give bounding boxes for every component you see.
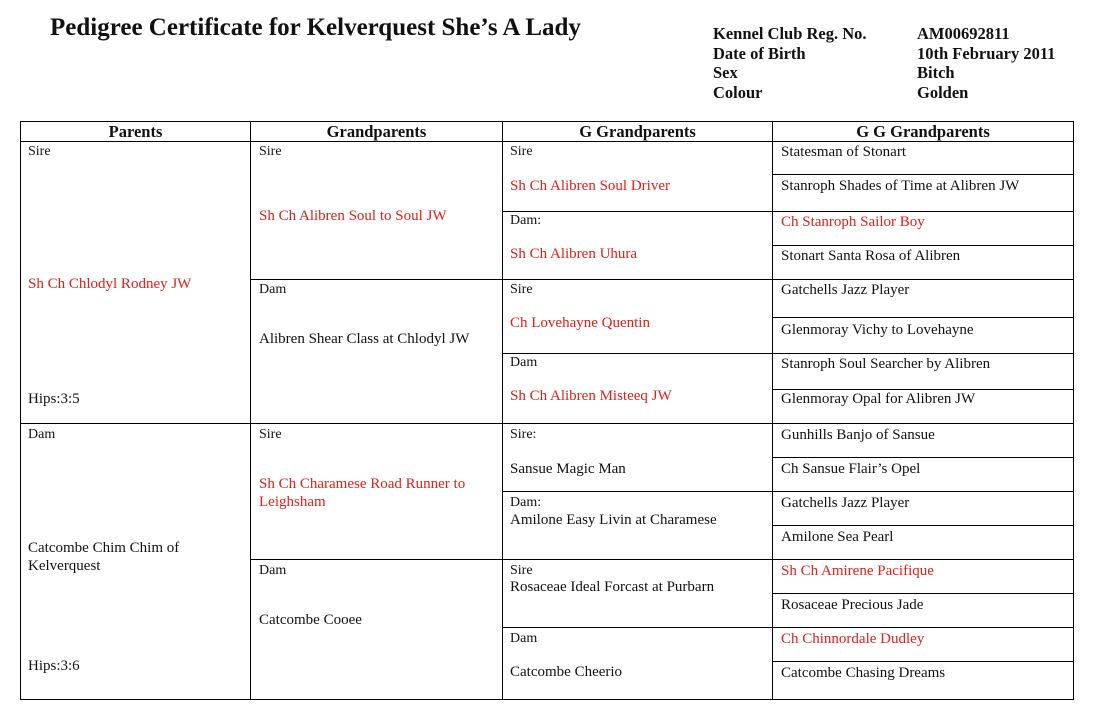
grandparent-label: Dam	[259, 563, 287, 578]
g-grandparent-name: Sh Ch Alibren Misteeq JW	[510, 388, 672, 404]
g-grandparent-name: Sansue Magic Man	[510, 461, 626, 477]
dam-name: Catcombe Chim Chim of Kelverquest	[28, 540, 180, 574]
header-gg-grandparents: G G Grandparents	[856, 122, 990, 141]
row-divider	[502, 211, 772, 212]
grandparent-label: Sire	[259, 144, 282, 159]
gg-grandparent-name: Gunhills Banjo of Sansue	[781, 427, 935, 443]
sire-name: Sh Ch Chlodyl Rodney JW	[28, 276, 192, 292]
sex-label: Sex	[713, 63, 738, 82]
pedigree-table	[20, 121, 1074, 700]
g-grandparent-name: Catcombe Cheerio	[510, 664, 623, 680]
row-divider	[250, 559, 502, 560]
sire-label: Sire	[28, 144, 51, 159]
g-grandparent-label: Dam:	[510, 495, 542, 510]
row-divider	[772, 174, 1073, 175]
dob-label: Date of Birth	[713, 43, 806, 63]
header-parents: Parents	[108, 122, 163, 141]
g-grandparent-label: Sire	[510, 563, 533, 578]
header-g-grandparents: G Grandparents	[579, 122, 696, 141]
grandparent-label: Sire	[259, 427, 282, 442]
gg-grandparent-name: Gatchells Jazz Player	[781, 282, 910, 298]
g-grandparent-label: Dam	[510, 631, 538, 646]
column-divider	[250, 122, 251, 699]
row-divider	[502, 559, 772, 560]
row-divider	[772, 593, 1073, 594]
gg-grandparent-name: Ch Stanroph Sailor Boy	[781, 214, 925, 230]
row-divider	[772, 245, 1073, 246]
sex-value: Bitch	[917, 63, 955, 82]
row-divider	[772, 627, 1073, 628]
g-grandparent-name: Sh Ch Alibren Uhura	[510, 246, 638, 262]
row-divider	[772, 525, 1073, 526]
gg-grandparent-name: Stonart Santa Rosa of Alibren	[781, 248, 961, 264]
info-values	[917, 24, 1055, 102]
colour-value: Golden	[917, 82, 969, 102]
colour-label: Colour	[713, 82, 763, 102]
gg-grandparent-name: Ch Chinnordale Dudley	[781, 631, 925, 647]
grandparent-label: Dam	[259, 282, 287, 297]
row-divider	[772, 491, 1073, 492]
row-divider	[772, 559, 1073, 560]
g-grandparent-name: Rosaceae Ideal Forcast at Purbarn	[510, 579, 715, 595]
reg-label: Kennel Club Reg. No.	[713, 24, 867, 43]
g-grandparent-name: Ch Lovehayne Quentin	[510, 315, 650, 331]
column-divider	[502, 122, 503, 699]
row-divider	[250, 423, 502, 424]
gg-grandparent-name: Stanroph Shades of Time at Alibren JW	[781, 178, 1020, 194]
info-labels	[713, 24, 867, 102]
g-grandparent-name: Sh Ch Alibren Soul Driver	[510, 178, 670, 194]
g-grandparent-label: Dam	[510, 355, 538, 370]
gg-grandparent-name: Glenmoray Vichy to Lovehayne	[781, 322, 974, 338]
gg-grandparent-name: Rosaceae Precious Jade	[781, 597, 924, 613]
grandparent-name: Sh Ch Charamese Road Runner to Leighsham	[259, 476, 466, 510]
row-divider	[502, 353, 772, 354]
gg-grandparent-name: Ch Sansue Flair’s Opel	[781, 461, 921, 477]
g-grandparent-label: Sire	[510, 282, 533, 297]
row-divider	[772, 423, 1073, 424]
gg-grandparent-name: Sh Ch Amirene Pacifique	[781, 563, 934, 579]
gg-grandparent-name: Catcombe Chasing Dreams	[781, 665, 946, 681]
row-divider	[21, 423, 250, 424]
row-divider	[772, 211, 1073, 212]
gg-grandparent-name: Stanroph Soul Searcher by Alibren	[781, 356, 991, 372]
column-divider	[772, 122, 773, 699]
row-divider	[502, 491, 772, 492]
row-divider	[250, 279, 502, 280]
gg-grandparent-name: Glenmoray Opal for Alibren JW	[781, 391, 976, 407]
grandparent-name: Catcombe Cooee	[259, 612, 362, 628]
row-divider	[502, 627, 772, 628]
row-divider	[502, 423, 772, 424]
g-grandparent-label: Dam:	[510, 213, 542, 228]
row-divider	[772, 457, 1073, 458]
row-divider	[772, 353, 1073, 354]
grandparent-name: Alibren Shear Class at Chlodyl JW	[259, 331, 470, 347]
header-grandparents: Grandparents	[326, 122, 427, 141]
gg-grandparent-name: Amilone Sea Pearl	[781, 529, 894, 545]
grandparent-name: Sh Ch Alibren Soul to Soul JW	[259, 208, 447, 224]
dob-value: 10th February 2011	[917, 43, 1056, 63]
gg-grandparent-name: Statesman of Stonart	[781, 144, 906, 160]
dam-hips: Hips:3:6	[28, 658, 80, 674]
dam-label: Dam	[28, 427, 56, 442]
page-title: Pedigree Certificate for Kelverquest She’s A Lady	[50, 14, 581, 41]
g-grandparent-label: Sire	[510, 144, 533, 159]
row-divider	[502, 279, 772, 280]
g-grandparent-name: Amilone Easy Livin at Charamese	[510, 512, 717, 528]
gg-grandparent-name: Gatchells Jazz Player	[781, 495, 910, 511]
sire-hips: Hips:3:5	[28, 391, 80, 407]
row-divider	[772, 279, 1073, 280]
row-divider	[772, 661, 1073, 662]
reg-value: AM00692811	[917, 24, 1010, 43]
g-grandparent-label: Sire:	[510, 427, 537, 442]
row-divider	[772, 317, 1073, 318]
